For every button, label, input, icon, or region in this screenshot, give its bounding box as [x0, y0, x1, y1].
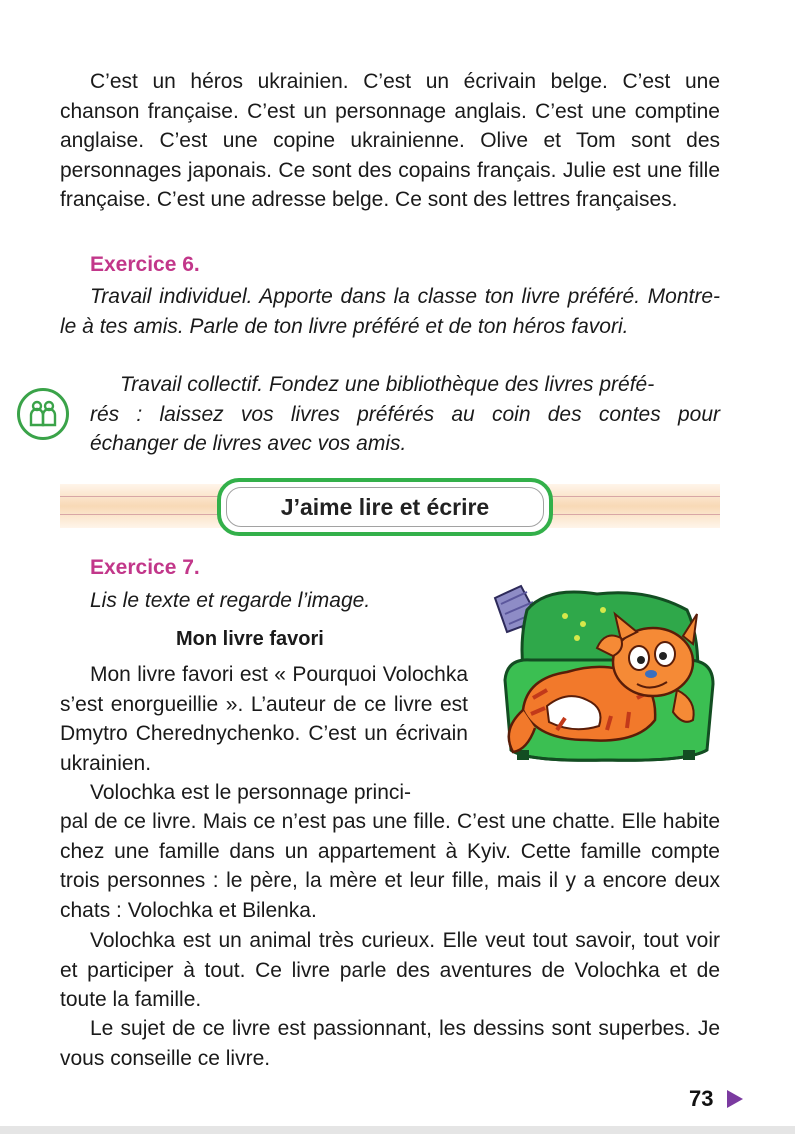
- paragraph-top: C’est un héros ukrainien. C’est un écrivain belge. C’est une chanson française. C’est un personnage anglais. C’est une comptine anglaise. C’est une copine ukrainienne. Olive et Tom sont des personnages japonais. Ce sont des copains français. Julie est une fille française. C’est une adresse belge. Ce sont des lettres françaises.: [60, 70, 720, 211]
- group-work-icon: [17, 388, 69, 440]
- section-heading-frame: [217, 478, 553, 536]
- collective-line-1: Travail collectif. Fondez une bibliothèque des livres préfé-: [120, 373, 655, 396]
- exercise-6-collective: [90, 370, 720, 459]
- section-heading: J’aime lire et écrire: [226, 487, 544, 527]
- text-paragraph-1: Mon livre favori est « Pourquoi Volochka s’est enorgueillie ». L’auteur de ce livre est Dmytro Cherednychenko. C’est un écrivain ukrainien.: [60, 663, 468, 775]
- text-paragraph-4: Le sujet de ce livre est passionnant, les dessins sont superbes. Je vous conseille ce livre.: [60, 1017, 720, 1070]
- next-page-arrow-icon: [727, 1090, 743, 1108]
- collective-line-3: échanger de livres avec vos amis.: [90, 432, 407, 455]
- page-number: 73: [689, 1086, 714, 1111]
- text-paragraph-2-rest: pal de ce livre. Mais ce n’est pas une fille. C’est une chatte. Elle habite chez une famille dans un appartement à Kyiv. Cette famille compte trois personnes : le père, la mère et leur fille, mais il y a encore deux chats : Volochka et Bilenka.: [60, 810, 720, 922]
- bottom-bar: [0, 1126, 795, 1134]
- cat-on-sofa-illustration: [487, 580, 723, 766]
- collective-line-2: rés : laissez vos livres préférés au coin des contes pour: [90, 402, 720, 426]
- exercise-7-instruction: Lis le texte et regarde l’image.: [90, 589, 371, 612]
- exercise-6-individual: Travail individuel. Apporte dans la classe ton livre préféré. Montre-le à tes amis. Parle de ton livre préféré et de ton héros favori.: [60, 285, 720, 338]
- exercise-7-title: Exercice 7.: [90, 556, 200, 579]
- text-title: Mon livre favori: [176, 628, 324, 650]
- text-paragraph-3: Volochka est un animal très curieux. Elle veut tout savoir, tout voir et participer à tout. Ce livre parle des aventures de Volochka et de toute la famille.: [60, 929, 720, 1011]
- exercise-6-title: Exercice 6.: [90, 253, 200, 276]
- text-paragraph-2-start: Volochka est le personnage princi-: [90, 781, 412, 804]
